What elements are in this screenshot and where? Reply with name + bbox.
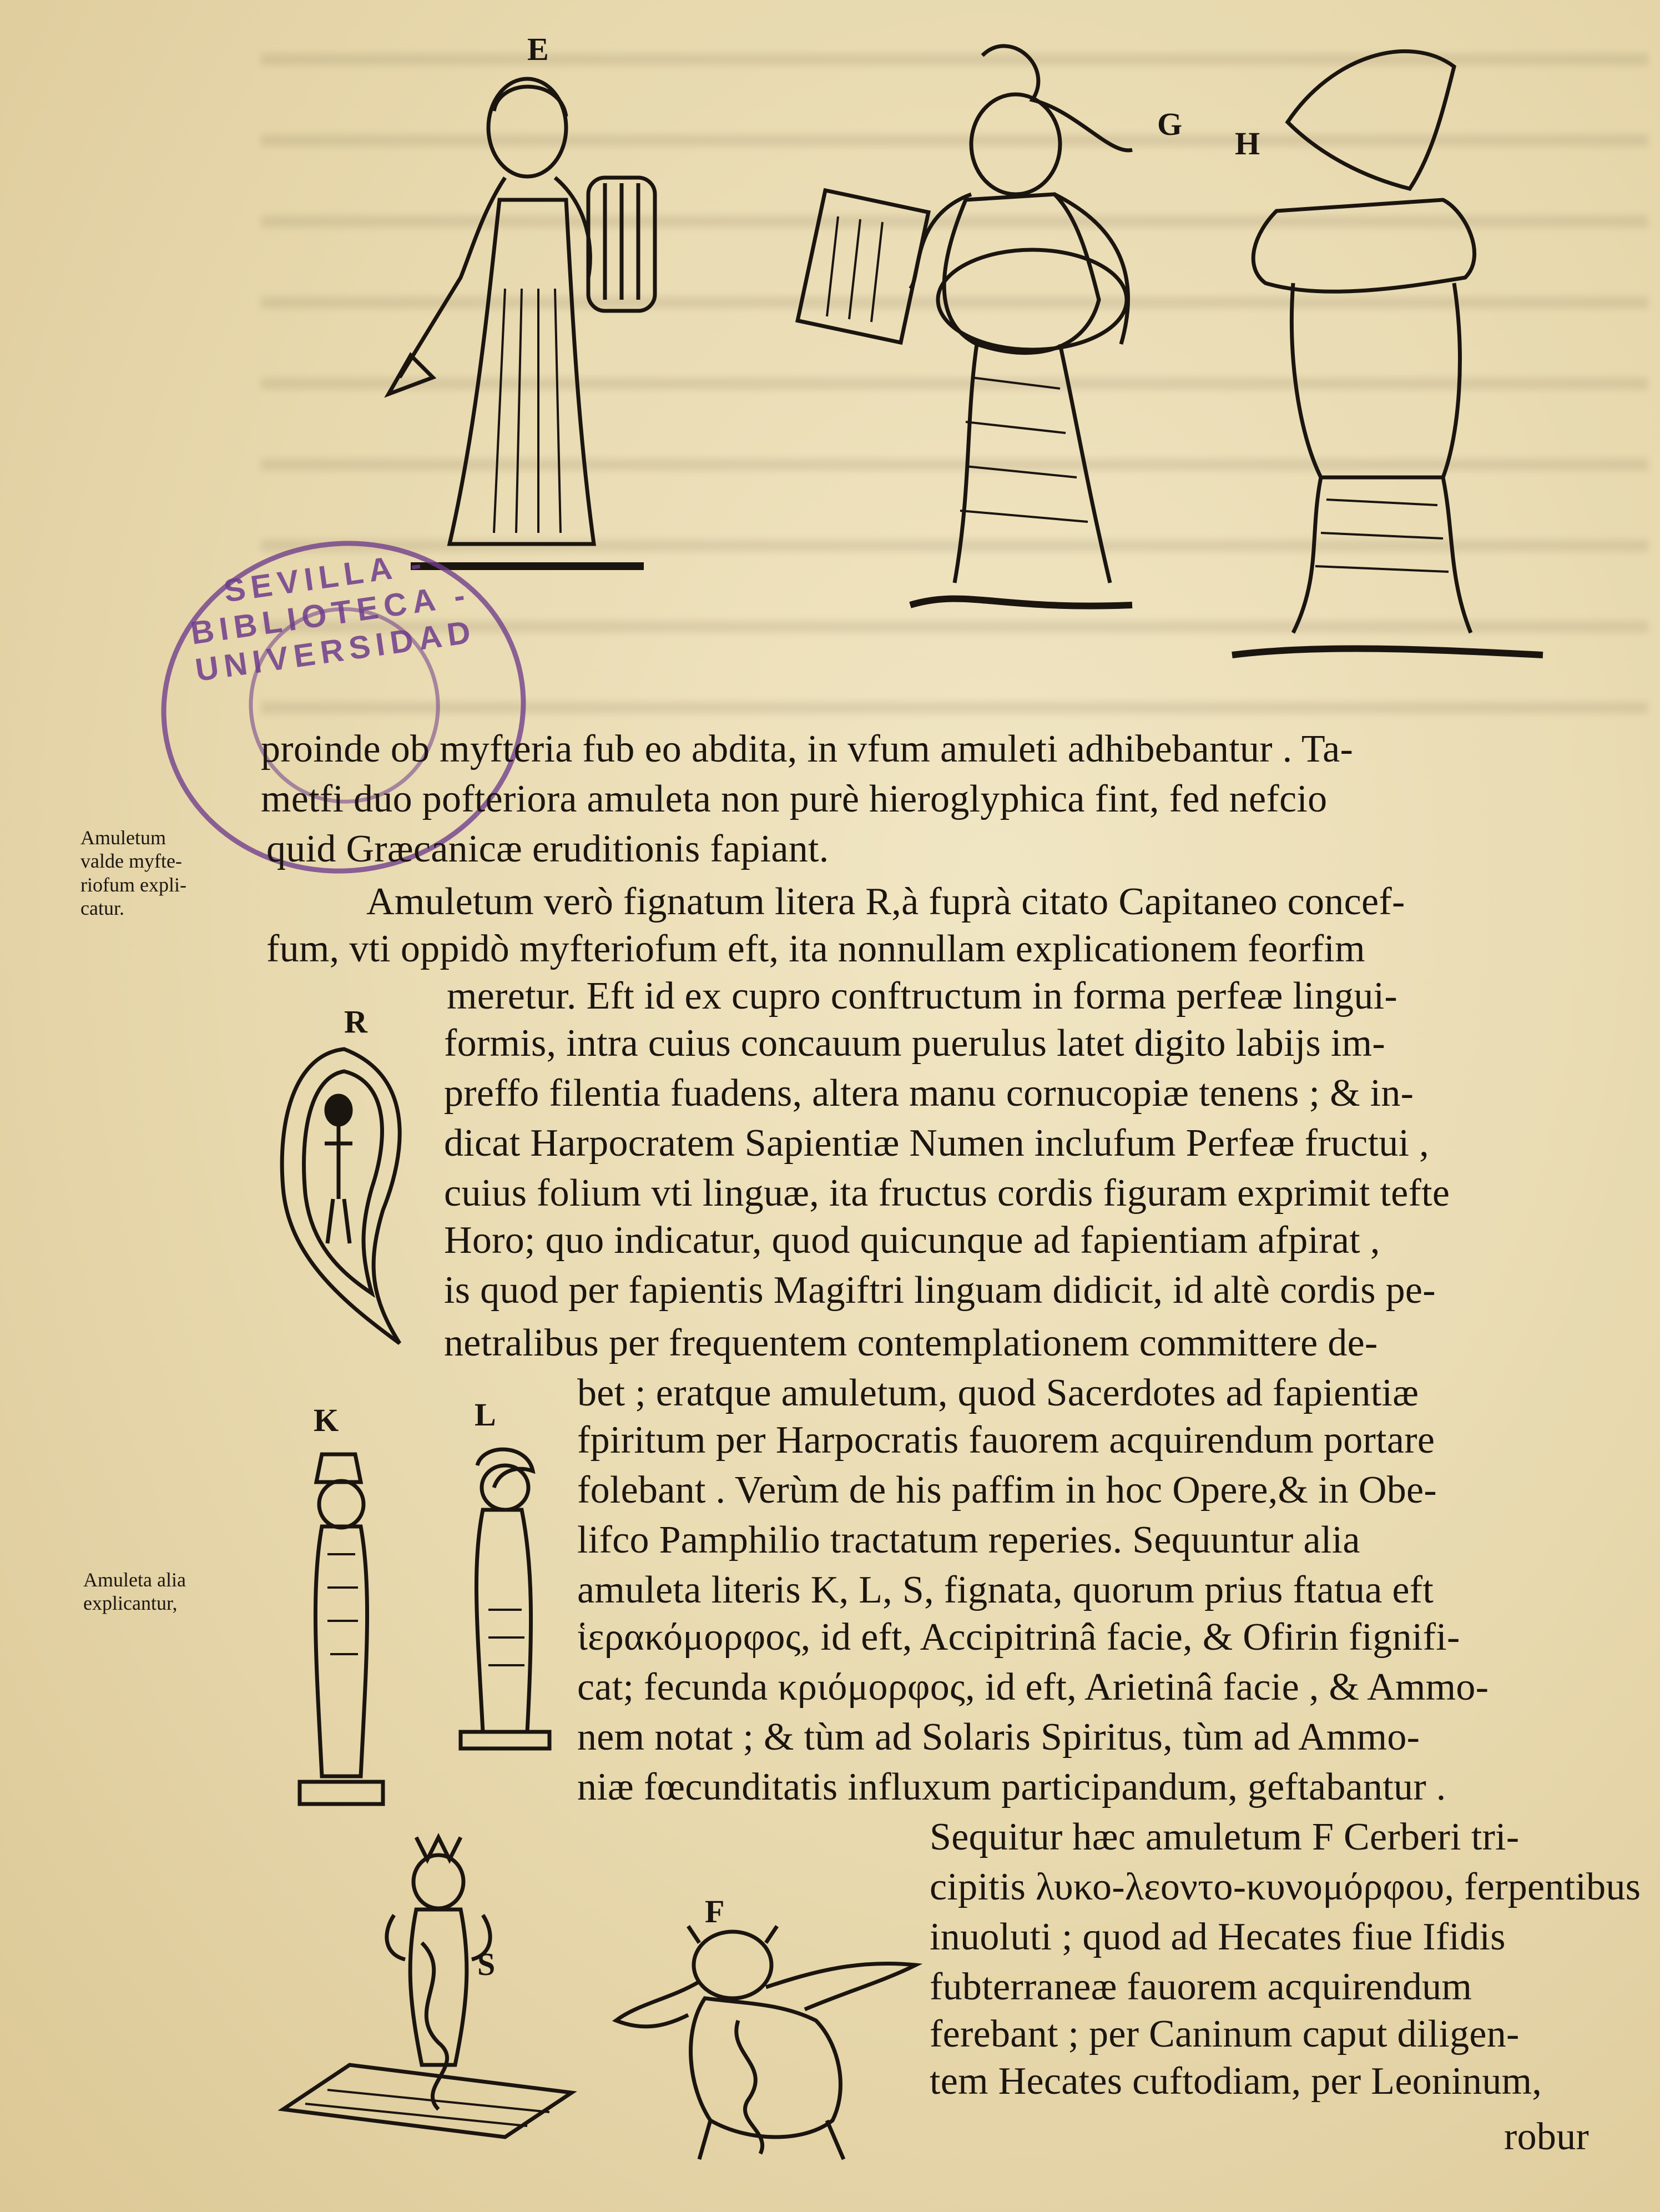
body-line: ἱερακόμορφος, id eft, Accipitrinâ facie, & Ofirin fignifi- — [577, 1616, 1460, 1659]
plate-label-s: S — [477, 1946, 496, 1982]
body-line: is quod per fapientis Magiftri linguam didicit, id altè cordis pe- — [444, 1269, 1436, 1312]
plate-label-r: R — [344, 1004, 367, 1040]
body-line: fubterraneæ fauorem acquirendum — [930, 1966, 1472, 2008]
plate-label-f: F — [705, 1893, 725, 1929]
body-line: robur — [1504, 2115, 1590, 2158]
body-line: cuius folium vti linguæ, ita fructus cordis figuram exprimit tefte — [444, 1172, 1450, 1215]
margin-note-line: riofum expli- — [80, 873, 186, 896]
margin-note-2 — [83, 1568, 186, 1615]
body-line: fum, vti oppidò myfteriofum eft, ita nonnullam explicationem feorfim — [266, 928, 1365, 970]
body-line: cipitis λυκο-λεοντο-κυνομόρφου, ferpentibus — [930, 1866, 1641, 1908]
body-line: amuleta literis K, L, S, fignata, quorum prius ftatua eft — [577, 1569, 1434, 1611]
library-stamp-text: SEVILLA - BIBLIOTECA - UNIVERSIDAD — [188, 545, 478, 689]
figure-h-man-with-tall-cap — [1210, 44, 1565, 672]
figure-g-man-with-tablet — [799, 33, 1177, 633]
body-line: Amuletum verò fignatum litera R,à fuprà citato Capitaneo concef- — [366, 880, 1405, 923]
margin-note-line: Amuletum — [80, 827, 166, 849]
body-line: metfi duo pofteriora amuleta non purè hieroglyphica fint, fed nefcio — [261, 778, 1328, 820]
body-line: fpiritum per Harpocratis fauorem acquirendum portare — [577, 1419, 1435, 1462]
plate-label-h: H — [1235, 125, 1260, 162]
figure-k-hawk-headed-osiris — [289, 1443, 394, 1810]
figure-l-ram-headed-ammon — [450, 1443, 555, 1754]
body-line: ferebant ; per Caninum caput diligen- — [930, 2013, 1520, 2055]
body-line: tem Hecates cuftodiam, per Leoninum, — [930, 2060, 1542, 2103]
plate-label-k: K — [314, 1402, 339, 1438]
body-line: folebant . Verùm de his paffim in hoc Opere,& in Obe- — [577, 1469, 1437, 1511]
body-line: cat; fecunda κριόμορφος, id eft, Arietinâ facie , & Ammo- — [577, 1666, 1489, 1709]
body-line: netralibus per frequentem contemplationem committere de- — [444, 1322, 1378, 1364]
body-line: inuoluti ; quod ad Hecates fiue Ifidis — [930, 1916, 1506, 1958]
figure-f-three-headed-cerberus — [605, 1921, 921, 2165]
figure-e-woman-with-lyre — [355, 67, 666, 588]
body-line: quid Græcanicæ eruditionis fapiant. — [266, 828, 829, 870]
margin-note-line: explicantur, — [83, 1592, 178, 1615]
figure-r-persea-fruit-amulet — [272, 1032, 416, 1354]
body-line: preffo filentia fuadens, altera manu cornucopiæ tenens ; & in- — [444, 1072, 1414, 1115]
body-line: meretur. Eft id ex cupro conftructum in forma perfeæ lingui- — [447, 975, 1398, 1017]
body-line: Horo; quo indicatur, quod quicunque ad fapientiam afpirat , — [444, 1219, 1380, 1262]
plate-label-l: L — [475, 1397, 496, 1433]
body-line: proinde ob myfteria fub eo abdita, in vfum amuleti adhibebantur . Ta- — [261, 728, 1354, 770]
plate-label-g: G — [1157, 106, 1183, 142]
body-line: formis, intra cuius concauum puerulus latet digito labijs im- — [444, 1022, 1386, 1065]
body-line: Sequitur hæc amuletum F Cerberi tri- — [930, 1816, 1520, 1858]
body-line: bet ; eratque amuletum, quod Sacerdotes ad fapientiæ — [577, 1372, 1419, 1414]
body-line: nem notat ; & tùm ad Solaris Spiritus, tùm ad Ammo- — [577, 1716, 1420, 1758]
margin-note-line: catur. — [80, 897, 124, 920]
plate-label-e: E — [527, 31, 549, 67]
body-line: dicat Harpocratem Sapientiæ Numen inclufum Perfeæ fructui , — [444, 1122, 1429, 1165]
figure-s-figure-on-pedestal — [272, 1832, 583, 2143]
margin-note-1 — [80, 826, 186, 920]
margin-note-line: valde myfte- — [80, 850, 182, 873]
margin-note-line: Amuleta alia — [83, 1569, 186, 1591]
body-line: lifco Pamphilio tractatum reperies. Sequuntur alia — [577, 1519, 1360, 1561]
body-line: niæ fœcunditatis influxum participandum, geftabantur . — [577, 1766, 1446, 1808]
